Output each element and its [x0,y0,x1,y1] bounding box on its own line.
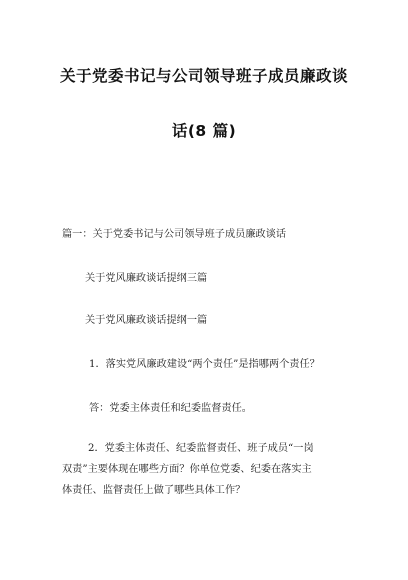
document-title-line-1: 关于党委书记与公司领导班子成员廉政谈 [59,67,348,85]
intro-paragraph: 篇一：关于党委书记与公司领导班子成员廉政谈话 [62,229,287,240]
outline-heading-three: 关于党风廉政谈话提纲三篇 [85,273,208,284]
question-2 [62,438,348,501]
outline-heading-one: 关于党风廉政谈话提纲一篇 [85,315,208,326]
question-2-line: 2．党委主体责任、纪委监督责任、班子成员“一岗 [88,443,314,454]
document-title-line-2: 话(8 篇) [171,122,237,140]
question-2-line: 双责”主要体现在哪些方面？你单位党委、纪委在落实主 [62,464,312,475]
question-2-line: 体责任、监督责任上做了哪些具体工作？ [62,485,246,496]
question-1: 1．落实党风廉政建设“两个责任”是指哪两个责任？ [89,359,320,370]
answer-1: 答：党委主体责任和纪委监督责任。 [89,403,252,414]
